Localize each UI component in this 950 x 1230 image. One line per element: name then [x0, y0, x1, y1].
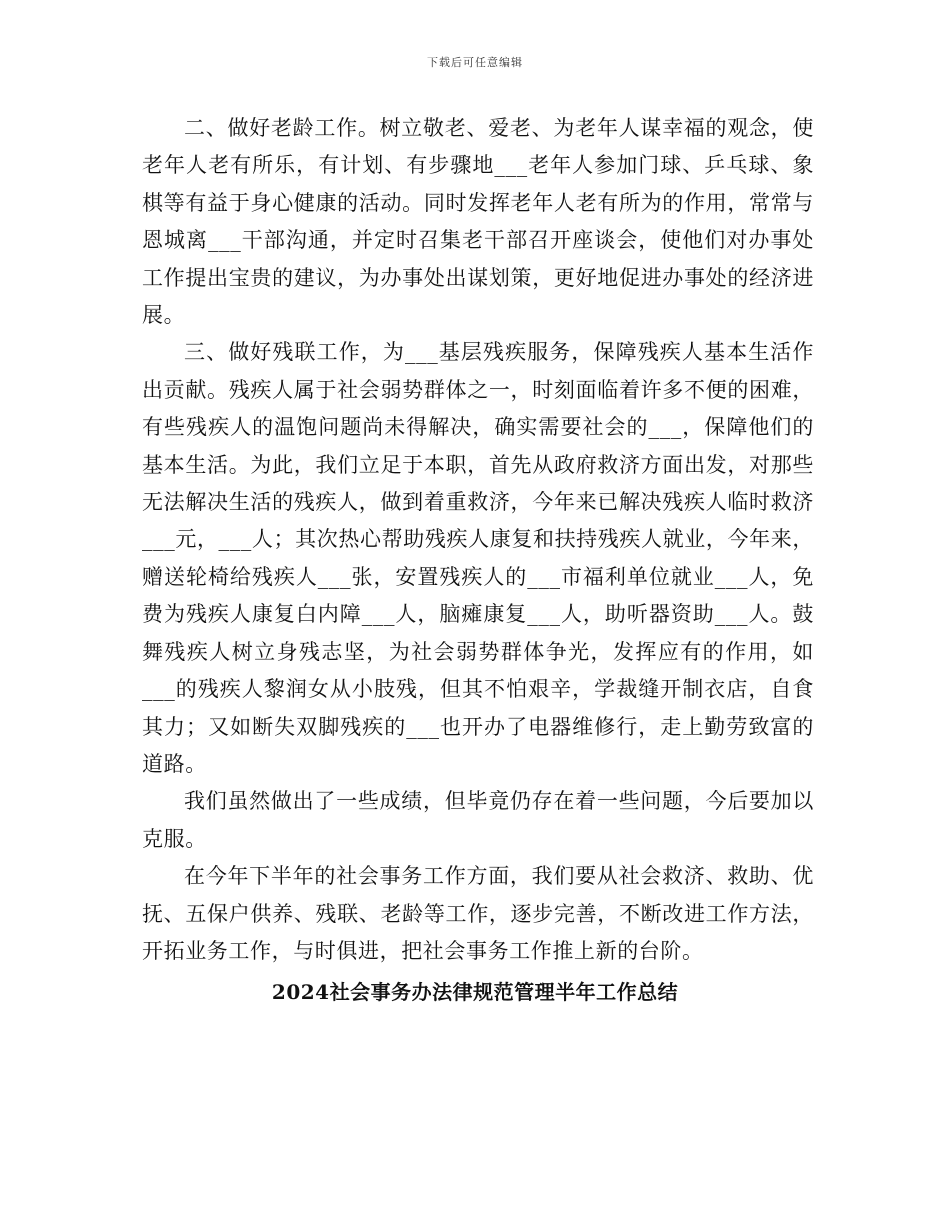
document-body [142, 110, 814, 970]
header-note: 下载后可任意编辑 [427, 56, 523, 69]
paragraph-disability-work: 三、做好残联工作，为___基层残疾服务，保障残疾人基本生活作出贡献。残疾人属于社会弱势群体之一，时刻面临着许多不便的困难，有些残疾人的温饱问题尚未得解决，确实需要社会的___，保障他们的基本生活。为此，我们立足于本职，首先从政府救济方面出发，对那些无法解决生活的残疾人，做到着重救济，今年来已解决残疾人临时救济___元，___人；其次热心帮助残疾人康复和扶持残疾人就业，今年来，赠送轮椅给残疾人___张，安置残疾人的___市福利单位就业___人，免费为残疾人康复白内障___人，脑瘫康复___人，助听器资助___人。鼓舞残疾人树立身残志坚，为社会弱势群体争光，发挥应有的作用，如___的残疾人黎润女从小肢残，但其不怕艰辛，学裁缝开制衣店，自食其力；又如断失双脚残疾的___也开办了电器维修行，走上勤劳致富的道路。 [142, 340, 814, 776]
paragraph-second-half-plan: 在今年下半年的社会事务工作方面，我们要从社会救济、救助、优抚、五保户供养、残联、老龄等工作，逐步完善，不断改进工作方法，开拓业务工作，与时俱进，把社会事务工作推上新的台阶。 [142, 864, 814, 963]
paragraph-elderly-work: 二、做好老龄工作。树立敬老、爱老、为老年人谋幸福的观念，使老年人老有所乐，有计划、有步骤地___老年人参加门球、乒乓球、象棋等有益于身心健康的活动。同时发挥老年人老有所为的作用，常常与恩城离___干部沟通，并定时召集老干部召开座谈会，使他们对办事处工作提出宝贵的建议，为办事处出谋划策，更好地促进办事处的经济进展。 [142, 116, 814, 328]
document-title: 2024社会事务办法律规范管理半年工作总结 [271, 980, 679, 1004]
paragraph-problems: 我们虽然做出了一些成绩，但毕竟仍存在着一些问题，今后要加以克服。 [142, 789, 814, 851]
